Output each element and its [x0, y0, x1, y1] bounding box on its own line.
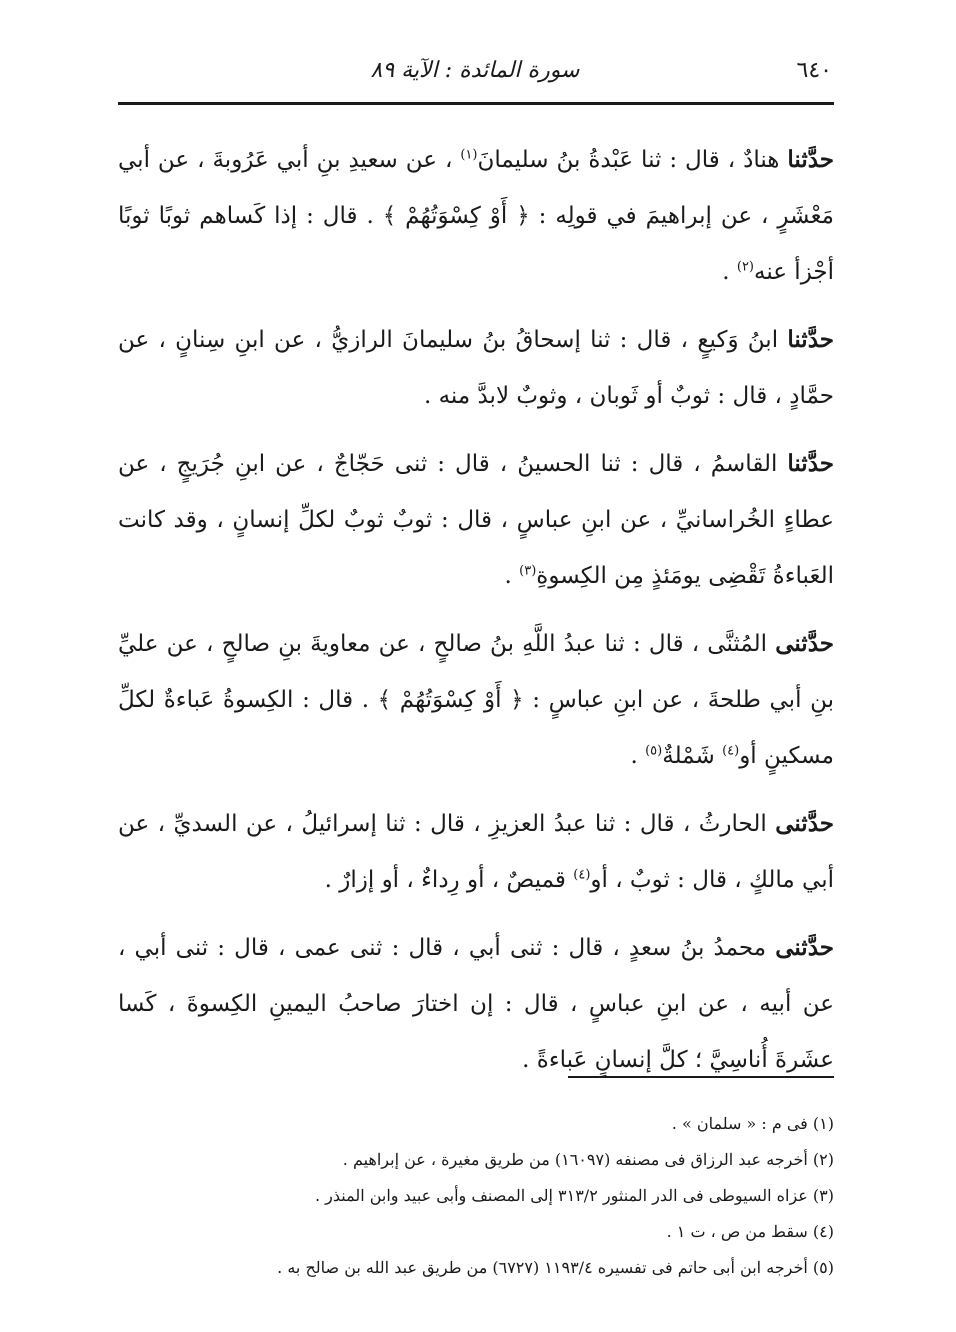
footnote-ref: (١): [460, 147, 478, 163]
narration-text: ابنُ وَكيعٍ ، قال : ثنا إسحاقُ بنُ سليمانَ الرازيُّ ، عن ابنِ سِنانٍ ، عن حمَّادٍ ، قال : ثوبٌ أو ثَوبان ، وثوبٌ لابدَّ منه .: [118, 327, 834, 409]
narration-text: .: [630, 743, 646, 769]
header-rule: [118, 102, 834, 105]
footnote: (٤) سقط من ص ، ت ١ .: [666, 1222, 834, 1241]
narration-text: شَمْلةٌ: [662, 743, 723, 769]
footnote: (٢) أخرجه عبد الرزاق فى مصنفه (١٦٠٩٧) من طريق مغيرة ، عن إبراهيم .: [342, 1150, 834, 1169]
footnote-rule: [568, 1076, 834, 1078]
footnote: (١) فى م : « سلمان » .: [671, 1114, 834, 1133]
narration-lead: حدَّثنى: [775, 810, 834, 837]
footnote: (٥) أخرجه ابن أبى حاتم فى تفسيره ١١٩٣/٤ (٦٧٢٧) من طريق عبد الله بن صالح به .: [277, 1258, 834, 1277]
footnote-ref: (٤): [722, 743, 740, 759]
narration-text: قميصٌ ، أو رِداءٌ ، أو إزارٌ .: [324, 867, 574, 893]
narration-lead: حدَّثنا: [787, 146, 835, 173]
footnote-ref: (٣): [519, 563, 537, 579]
footnote-ref: (٤): [573, 867, 591, 883]
narration-paragraph: [118, 796, 834, 908]
footnote-ref: (٢): [736, 259, 754, 275]
narration-text: .: [722, 259, 737, 285]
narration-paragraph: [118, 920, 834, 1088]
narration-text: القاسمُ ، قال : ثنا الحسينُ ، قال : ثنى حَجّاجٌ ، عن ابنِ جُرَيجٍ ، عن عطاءٍ الخُراسانيِّ ، عن ابنِ عباسٍ ، قال : ثوبٌ ثوبٌ لكلِّ إنسانٍ ، وقد كانت العَباءةُ تَقْضِى يومَئذٍ مِن الكِسوةِ: [118, 451, 834, 589]
page-number: ٦٤٠: [796, 58, 832, 83]
narration-text: الحارثُ ، قال : ثنا عبدُ العزيزِ ، قال : ثنا إسرائيلُ ، عن السديِّ ، عن أبي مالكٍ ، قال : ثوبٌ ، أو: [118, 811, 834, 893]
narration-lead: حدَّثنا: [787, 450, 834, 477]
narration-text: هنادٌ ، قال : ثنا عَبْدةُ بنُ سليمانَ: [477, 147, 788, 173]
body-text: [118, 132, 834, 1100]
footnote-ref: (٥): [645, 743, 663, 759]
narration-text: محمدُ بنُ سعدٍ ، قال : ثنى أبي ، قال : ثنى عمى ، قال : ثنى أبي ، عن أبيه ، عن ابنِ عباسٍ ، قال : إن اختارَ صاحبُ اليمينِ الكِسوةَ ، كَسا عشَرةَ أُناسِيَّ ؛ كلَّ إنسانٍ عَباءةً .: [118, 935, 834, 1073]
narration-text: المُثنَّى ، قال : ثنا عبدُ اللَّهِ بنُ صالحٍ ، عن معاويةَ بنِ صالحٍ ، عن عليِّ بنِ أبي طلحةَ ، عن ابنِ عباسٍ : ﴿ أَوْ كِسْوَتُهُمْ ﴾ . قال : الكِسوةُ عَباءةٌ لكلِّ مسكينٍ أو: [118, 631, 834, 769]
narration-lead: حدَّثنا: [787, 326, 834, 353]
page-header: [118, 52, 832, 100]
narration-paragraph: [118, 436, 834, 604]
narration-paragraph: [118, 312, 834, 424]
narration-lead: حدَّثنى: [775, 934, 834, 961]
narration-paragraph: [118, 616, 834, 784]
footnote: (٣) عزاه السيوطى فى الدر المنثور ٣١٣/٢ إلى المصنف وأبى عبيد وابن المنذر .: [314, 1186, 834, 1205]
narration-text: ، عن سعيدِ بنِ أبي عَرُوبةَ ، عن أبي مَعْشَرٍ ، عن إبراهيمَ في قولِه : ﴿ أَوْ كِسْوَتُهُمْ ﴾ . قال : إذا كَساهم ثوبًا ثوبًا أجْزأ عنه: [118, 147, 834, 285]
running-head: سورة المائدة : الآية ٨٩: [370, 58, 580, 83]
footnotes: [118, 1106, 834, 1286]
narration-text: .: [504, 563, 520, 589]
narration-lead: حدَّثنى: [775, 630, 834, 657]
narration-paragraph: [118, 132, 834, 300]
